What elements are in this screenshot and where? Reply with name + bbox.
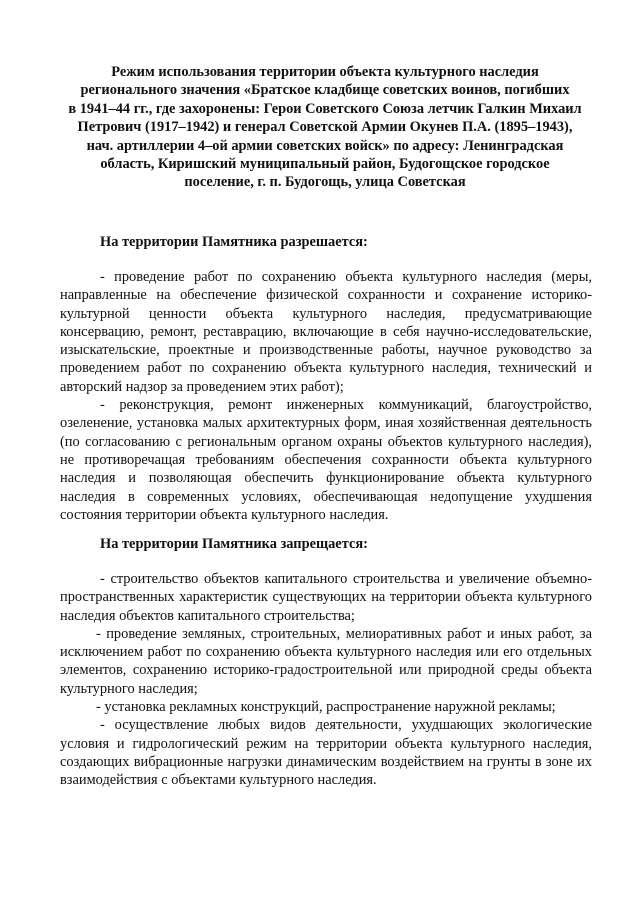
title-line: нач. артиллерии 4–ой армии советских войск» по адресу: Ленинградская	[86, 137, 564, 154]
forbidden-heading: На территории Памятника запрещается:	[100, 536, 368, 552]
document-title	[55, 63, 595, 192]
forbidden-item: - установка рекламных конструкций, распространение наружной рекламы;	[96, 699, 556, 716]
allowed-heading: На территории Памятника разрешается:	[100, 234, 368, 250]
title-line: в 1941–44 гг., где захоронены: Герои Советского Союза летчик Галкин Михаил	[68, 100, 582, 117]
forbidden-item: - осуществление любых видов деятельности, ухудшающих экологические условия и гидрологический режим на территории объекта культурного наследия, создающих вибрационные нагрузки динамическим воздействием на грунты в зоне их взаимодействия с объектами культурного наследия.	[60, 717, 592, 789]
forbidden-item: - строительство объектов капитального строительства и увеличение объемно-пространственных характеристик существующих на территории объекта культурного наследия объектов капитального строительства;	[60, 571, 592, 624]
title-line: поселение, г. п. Будогощь, улица Советская	[184, 174, 466, 191]
allowed-item: - проведение работ по сохранению объекта культурного наследия (меры, направленные на обеспечение физической сохранности и сохранение историко-культурной ценности объекта культурного наследия, предусматривающие консервацию, ремонт, реставрацию, включающие в себя научно-исследовательские, изыскательские, проектные и производственные работы, научное руководство за проведением работ по сохранению объекта культурного наследия, технический и авторский надзор за проведением этих работ);	[60, 269, 592, 395]
title-line: область, Киришский муниципальный район, Будогощское городское	[100, 156, 550, 173]
forbidden-list	[60, 570, 592, 790]
forbidden-item: - проведение земляных, строительных, мелиоративных работ и иных работ, за исключением работ по сохранению объекта культурного наследия или его отдельных элементов, сохранению историко-градостроительной или природной среды объекта культурного наследия;	[60, 625, 592, 697]
title-line: Петрович (1917–1942) и генерал Советской Армии Окунев П.А. (1895–1943),	[77, 119, 573, 136]
title-line: Режим использования территории объекта культурного наследия	[111, 64, 539, 80]
allowed-list	[60, 268, 592, 524]
title-line: регионального значения «Братское кладбище советских воинов, погибших	[80, 82, 570, 99]
allowed-item: - реконструкция, ремонт инженерных коммуникаций, благоустройство, озеленение, установка малых архитектурных форм, иная хозяйственная деятельность (по согласованию с региональным органом охраны объектов культурного наследия), не противоречащая требованиям обеспечения сохранности объекта культурного наследия и позволяющая обеспечить функционирование объекта культурного наследия в современных условиях, обеспечивающая недопущение ухудшения состояния территории объекта культурного наследия.	[60, 397, 592, 523]
